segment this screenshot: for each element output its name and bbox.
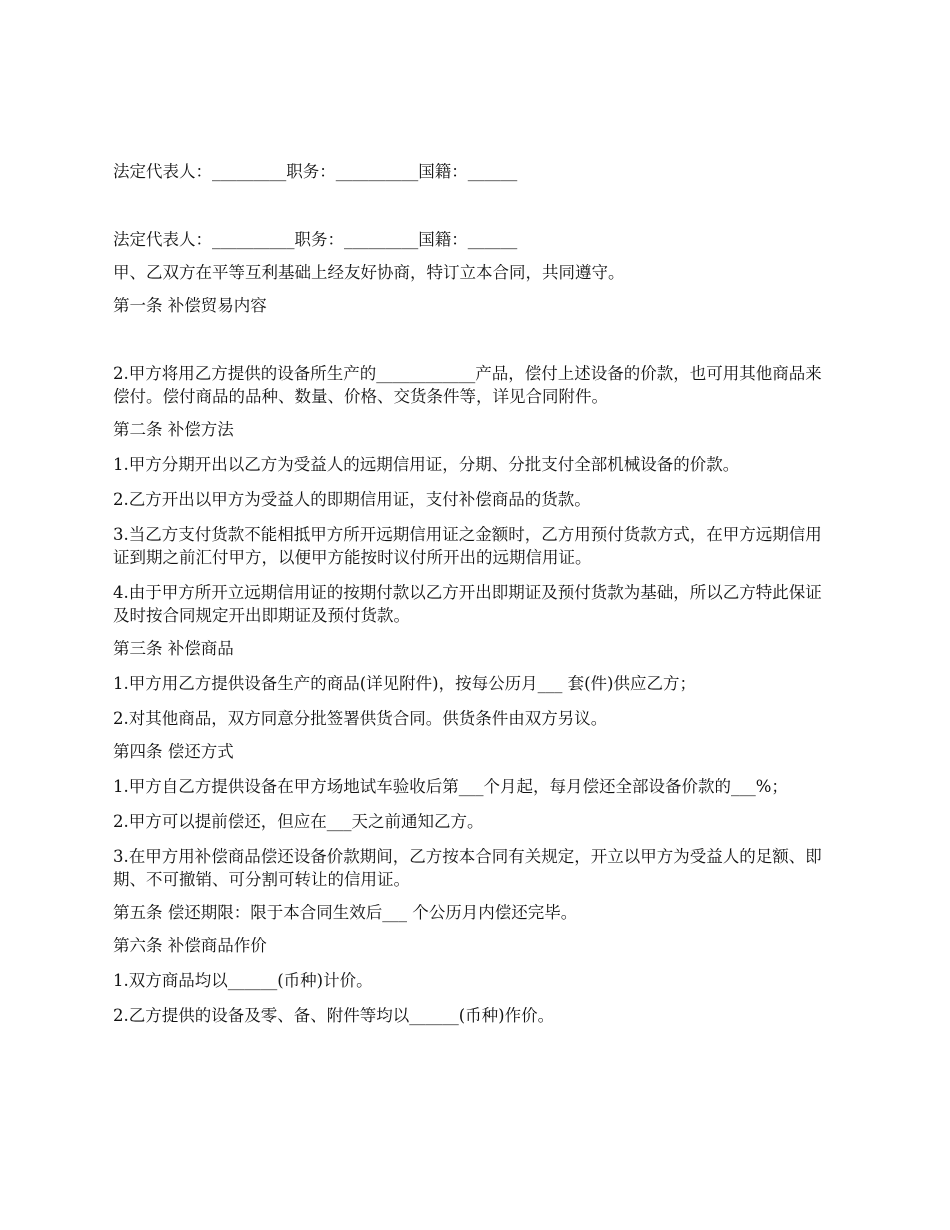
document-body <box>113 160 837 1027</box>
article-3-heading: 第三条 补偿商品 <box>113 639 234 658</box>
article-4-clause-2: 2.甲方可以提前偿还，但应在___天之前通知乙方。 <box>113 812 484 831</box>
legal-representative-line-2: 法定代表人：__________职务：_________国籍：______ <box>113 230 518 249</box>
article-2-clause-1: 1.甲方分期开出以乙方为受益人的远期信用证，分期、分批支付全部机械设备的价款。 <box>113 455 740 474</box>
legal-representative-line-1: 法定代表人：_________职务：__________国籍：______ <box>113 162 518 181</box>
article-2-clause-4: 4.由于甲方所开立远期信用证的按期付款以乙方开出即期证及预付货款为基础，所以乙方特此保证及时按合同规定开出即期证及预付货款。 <box>113 583 822 625</box>
article-2-clause-3: 3.当乙方支付货款不能相抵甲方所开远期信用证之金额时，乙方用预付货款方式，在甲方远期信用证到期之前汇付甲方，以便甲方能按时议付所开出的远期信用证。 <box>113 525 822 567</box>
article-6-clause-2: 2.乙方提供的设备及零、备、附件等均以______(币种)作价。 <box>113 1006 555 1025</box>
article-1-clause-2: 2.甲方将用乙方提供的设备所生产的____________产品，偿付上述设备的价款，也可用其他商品来偿付。偿付商品的品种、数量、价格、交货条件等，详见合同附件。 <box>113 364 822 406</box>
preamble: 甲、乙双方在平等互利基础上经友好协商，特订立本合同，共同遵守。 <box>113 263 625 282</box>
article-4-clause-1: 1.甲方自乙方提供设备在甲方场地试车验收后第___个月起，每月偿还全部设备价款的___%； <box>113 777 788 796</box>
article-4-clause-3: 3.在甲方用补偿商品偿还设备价款期间，乙方按本合同有关规定，开立以甲方为受益人的足额、即期、不可撤销、可分割可转让的信用证。 <box>113 847 822 889</box>
article-1-heading: 第一条 补偿贸易内容 <box>113 296 267 315</box>
article-2-heading: 第二条 补偿方法 <box>113 420 234 439</box>
article-2-clause-2: 2.乙方开出以甲方为受益人的即期信用证，支付补偿商品的货款。 <box>113 490 591 509</box>
article-6-heading: 第六条 补偿商品作价 <box>113 936 267 955</box>
article-6-clause-1: 1.双方商品均以______(币种)计价。 <box>113 971 373 990</box>
article-3-clause-2: 2.对其他商品，双方同意分批签署供货合同。供货条件由双方另议。 <box>113 709 608 728</box>
article-3-clause-1: 1.甲方用乙方提供设备生产的商品(详见附件)，按每公历月___ 套(件)供应乙方； <box>113 674 696 693</box>
article-4-heading: 第四条 偿还方式 <box>113 742 234 761</box>
article-5-heading: 第五条 偿还期限：限于本合同生效后___ 个公历月内偿还完毕。 <box>113 903 578 922</box>
